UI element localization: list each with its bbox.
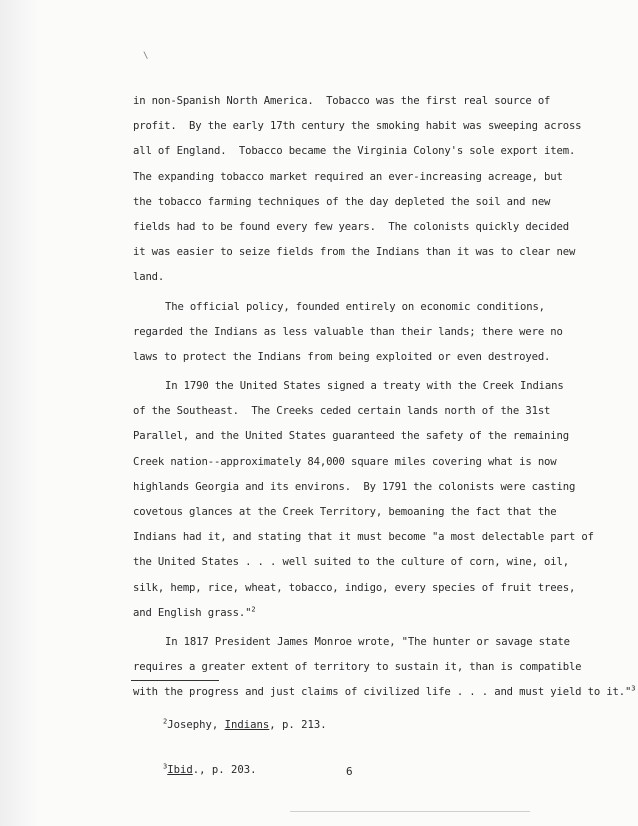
footnote-page: , p. 213.	[269, 719, 327, 731]
text-line: the tobacco farming techniques of the day depleted the soil and new	[133, 195, 551, 208]
footnote-title: Ibid	[167, 764, 193, 776]
text-line: Indians had it, and stating that it must become "a most delectable part of	[133, 531, 594, 544]
line-text: with the progress and just claims of civilized life . . . and must yield to it."	[133, 686, 632, 699]
page-number: 6	[346, 765, 353, 778]
footnote-2	[163, 718, 327, 733]
footnote-number: 2	[163, 717, 168, 726]
footnote-title: Indians	[224, 719, 270, 731]
text-line: requires a greater extent of territory to sustain it, than is compatible	[133, 661, 582, 674]
text-line: The expanding tobacco market required an ever-increasing acreage, but	[133, 170, 563, 183]
text-line: In 1790 the United States signed a treaty with the Creek Indians	[165, 380, 564, 393]
text-line: the United States . . . well suited to the culture of corn, wine, oil,	[133, 556, 569, 569]
scan-speck: \	[143, 51, 149, 61]
text-line: Creek nation--approximately 84,000 square miles covering what is now	[133, 455, 557, 468]
text-line: laws to protect the Indians from being exploited or even destroyed.	[133, 350, 551, 363]
text-line: The official policy, founded entirely on economic conditions,	[165, 300, 545, 313]
footnote-page: ., p. 203.	[192, 764, 257, 776]
text-line: fields had to be found every few years. The colonists quickly decided	[133, 220, 569, 233]
footnote-text: Josephy,	[167, 719, 225, 731]
text-line: profit. By the early 17th century the smoking habit was sweeping across	[133, 120, 582, 133]
text-line: Parallel, and the United States guaranteed the safety of the remaining	[133, 430, 569, 443]
text-line: in non-Spanish North America. Tobacco was the first real source of	[133, 95, 551, 107]
footnotes	[163, 688, 327, 808]
text-line: In 1817 President James Monroe wrote, "The hunter or savage state	[165, 635, 570, 648]
text-line: silk, hemp, rice, wheat, tobacco, indigo, every species of fruit trees,	[133, 581, 576, 594]
text-line: regarded the Indians as less valuable than their lands; there were no	[133, 325, 563, 338]
footnote-3	[163, 763, 327, 778]
text-line: of the Southeast. The Creeks ceded certain lands north of the 31st	[133, 405, 551, 418]
scan-edge-shadow	[0, 0, 38, 826]
footnote-divider	[131, 680, 219, 681]
text-line: all of England. Tobacco became the Virginia Colony's sole export item.	[133, 145, 576, 158]
text-line: it was easier to seize fields from the Indians than it was to clear new	[133, 246, 576, 259]
scan-edge-line	[290, 811, 530, 812]
footnote-ref: 2	[251, 605, 256, 614]
body-text	[133, 89, 636, 706]
footnote-number: 3	[163, 762, 168, 771]
text-line: land.	[133, 271, 165, 284]
line-text: and English grass."	[133, 606, 252, 619]
text-line: covetous glances at the Creek Territory, bemoaning the fact that the	[133, 506, 557, 518]
footnote-ref: 3	[631, 684, 636, 693]
text-line-with-note	[133, 601, 613, 626]
text-line: highlands Georgia and its environs. By 1791 the colonists were casting	[133, 480, 576, 493]
